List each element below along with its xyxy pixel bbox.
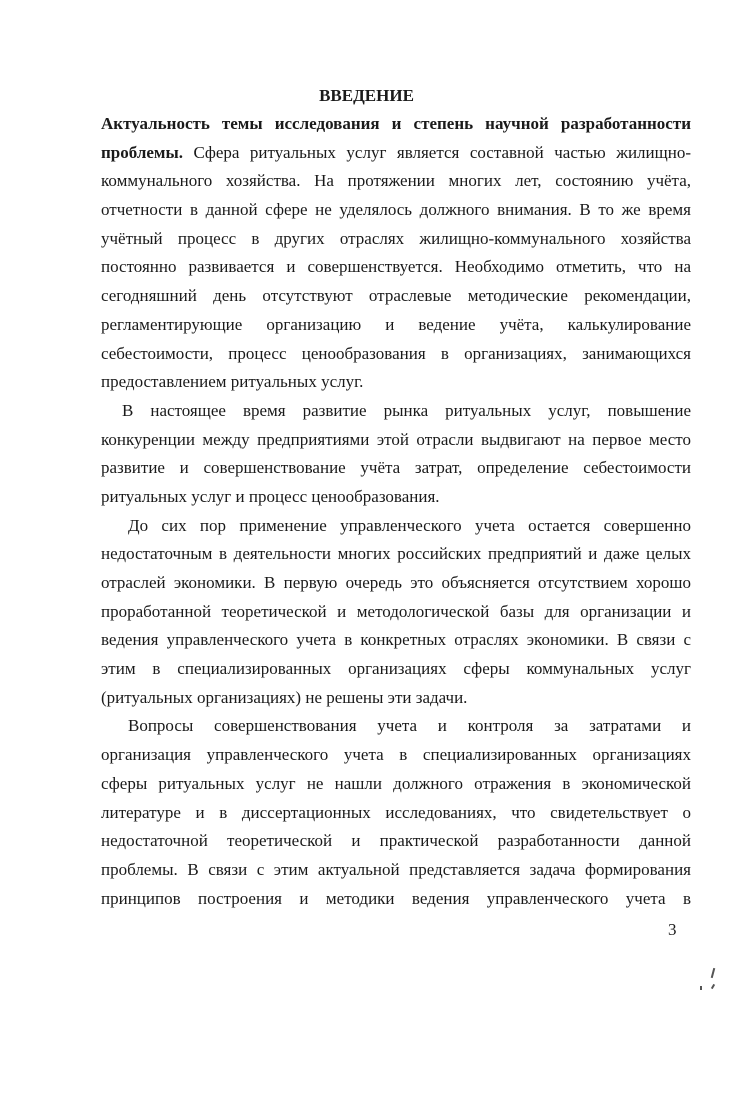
- text-line: [101, 626, 691, 655]
- text-line: [101, 885, 691, 914]
- line-text: этим в специализированных организациях сферы коммунальных услуг: [101, 659, 691, 679]
- text-line: [101, 799, 691, 828]
- text-line: [101, 454, 691, 483]
- text-line: [101, 856, 691, 885]
- text-line: [101, 598, 691, 627]
- line-text: организация управленческого учета в специализированных организациях: [101, 745, 691, 765]
- line-text: литературе и в диссертационных исследованиях, что свидетельствует о: [101, 802, 691, 822]
- line-text: принципов построения и методики ведения управленческого учета в: [101, 888, 691, 908]
- line-text: регламентирующие организацию и ведение учёта, калькулирование: [101, 314, 691, 334]
- text-line: [101, 827, 691, 856]
- line-text: недостаточной теоретической и практической разработанности данной: [101, 831, 691, 851]
- line-text: конкуренции между предприятиями этой отрасли выдвигают на первое место: [101, 429, 691, 449]
- line-text: недостаточным в деятельности многих российских предприятий и даже целых: [101, 544, 691, 564]
- line-text: коммунального хозяйства. На протяжении многих лет, состоянию учёта,: [101, 171, 691, 191]
- line-text: проблемы. В связи с этим актуальной представляется задача формирования: [101, 859, 691, 879]
- text-line: [101, 712, 691, 741]
- scan-artifact: [711, 984, 715, 989]
- text-line: [101, 770, 691, 799]
- line-text: (ритуальных организациях) не решены эти задачи.: [101, 687, 468, 707]
- line-text: сегодняшний день отсутствуют отраслевые методические рекомендации,: [101, 286, 691, 306]
- text-line: [101, 368, 691, 397]
- scan-artifact: [700, 986, 702, 990]
- page-number: 3: [668, 920, 677, 939]
- text-line: [101, 741, 691, 770]
- text-line: [101, 167, 691, 196]
- line-text: Сфера ритуальных услуг является составной частью жилищно-: [183, 142, 691, 162]
- text-line: [101, 426, 691, 455]
- text-line: [101, 340, 691, 369]
- line-text: До сих пор применение управленческого учета остается совершенно: [128, 515, 691, 535]
- text-line: [101, 253, 691, 282]
- line-text: развитие и совершенствование учёта затрат, определение себестоимости: [101, 458, 691, 478]
- line-text: себестоимости, процесс ценообразования в организациях, занимающихся: [101, 343, 691, 363]
- bold-heading-text: проблемы.: [101, 142, 184, 162]
- line-text: В настоящее время развитие рынка ритуальных услуг, повышение: [122, 400, 691, 420]
- line-text: отраслей экономики. В первую очередь это объясняется отсутствием хорошо: [101, 573, 691, 592]
- line-text: Вопросы совершенствования учета и контроля за затратами и: [128, 716, 691, 736]
- text-line: [101, 684, 691, 713]
- text-line: [101, 110, 691, 139]
- section-title: ВВЕДЕНИЕ: [319, 86, 414, 105]
- line-text: проработанной теоретической и методологической базы для организации и: [101, 601, 691, 621]
- line-text: учётный процесс в других отраслях жилищно-коммунального хозяйства: [101, 228, 691, 248]
- text-line: [101, 569, 691, 598]
- bold-heading-text: Актуальность темы исследования и степень научной разработанности: [101, 114, 691, 133]
- text-line: [101, 483, 691, 512]
- text-line: [101, 540, 691, 569]
- line-text: ритуальных услуг и процесс ценообразования.: [101, 486, 440, 506]
- paragraph: [101, 397, 691, 512]
- body-text: [101, 110, 691, 913]
- line-text: предоставлением ритуальных услуг.: [101, 372, 364, 392]
- line-text: постоянно развивается и совершенствуется. Необходимо отметить, что на: [101, 257, 691, 277]
- text-line: [101, 225, 691, 254]
- scan-artifact: [711, 968, 716, 978]
- line-text: сферы ритуальных услуг не нашли должного отражения в экономической: [101, 773, 691, 793]
- text-line: [101, 139, 691, 168]
- text-line: [101, 196, 691, 225]
- line-text: отчетности в данной сфере не уделялось должного внимания. В то же время: [101, 200, 691, 220]
- paragraph: [101, 110, 691, 397]
- paragraph: [101, 512, 691, 713]
- text-line: [101, 655, 691, 684]
- text-line: [101, 311, 691, 340]
- paragraph: [101, 712, 691, 913]
- line-text: ведения управленческого учета в конкретных отраслях экономики. В связи с: [101, 630, 691, 650]
- text-line: [101, 282, 691, 311]
- text-line: [101, 397, 691, 426]
- text-line: [101, 512, 691, 541]
